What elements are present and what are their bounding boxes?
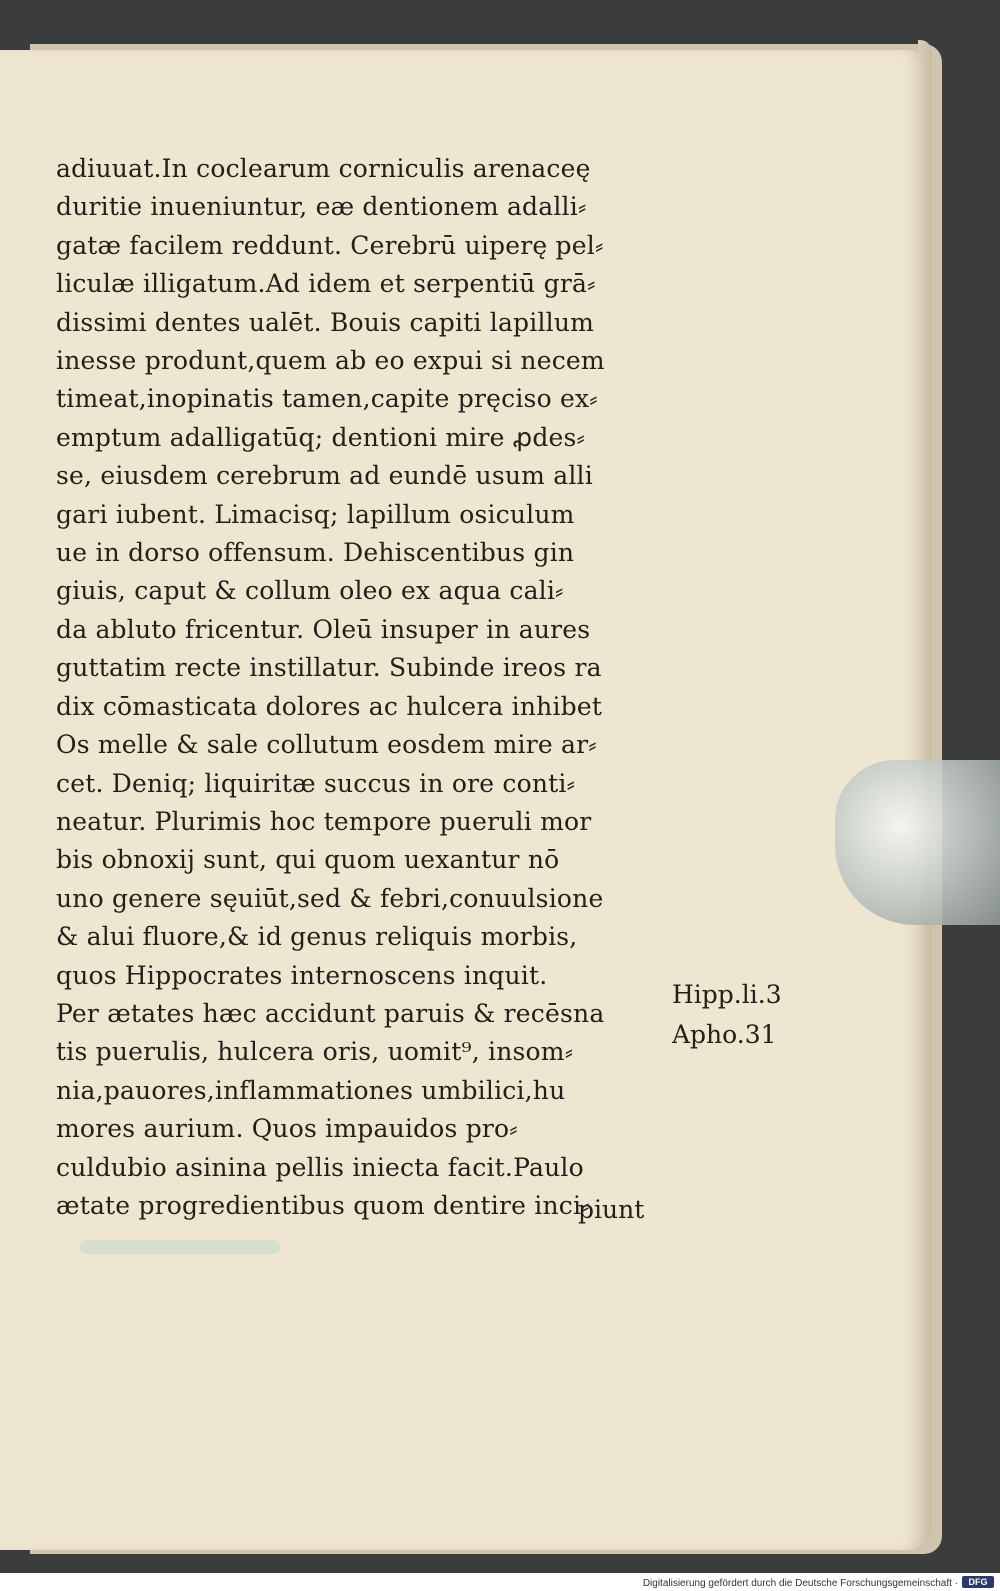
text-line: gatæ facilem reddunt. Cerebrū uiperę pel⸗ bbox=[56, 230, 604, 260]
footer-credit: Digitalisierung gefördert durch die Deutsche Forschungsgemeinschaft · bbox=[642, 1578, 958, 1589]
text-line: ue in dorso offensum. Dehiscentibus gin bbox=[56, 538, 575, 568]
text-line: & alui fluore,& id genus reliquis morbis, bbox=[56, 922, 578, 952]
text-line: gari iubent. Limacisq; lapillum osiculum bbox=[56, 499, 575, 529]
text-line: adiuuat.In coclearum corniculis arenaceę bbox=[56, 154, 591, 183]
text-line: da abluto fricentur. Oleū insuper in aures bbox=[56, 614, 591, 644]
footer-bar bbox=[0, 1573, 1000, 1591]
page-stain bbox=[80, 1240, 280, 1254]
text-line: se, eiusdem cerebrum ad eundē usum alli bbox=[56, 461, 593, 491]
text-line: timeat,inopinatis tamen,capite pręciso ex⸗ bbox=[56, 384, 598, 414]
text-line: nia,pauores,inflammationes umbilici,hu bbox=[56, 1075, 566, 1105]
text-line: tis puerulis, hulcera oris, uomit⁹, insom⸗ bbox=[56, 1037, 574, 1067]
body-text bbox=[56, 150, 656, 1225]
margin-note-line: Hipp.li.3 bbox=[672, 980, 782, 1009]
text-line: uno genere sęuiūt,sed & febri,conuulsione bbox=[56, 883, 604, 913]
text-line: cet. Deniq; liquiritæ succus in ore conti⸗ bbox=[56, 768, 576, 798]
text-line: culdubio asinina pellis iniecta facit.Paulo bbox=[56, 1152, 584, 1182]
text-line: neatur. Plurimis hoc tempore pueruli mor bbox=[56, 806, 592, 836]
text-line: dissimi dentes ualēt. Bouis capiti lapillum bbox=[56, 307, 595, 337]
glass-page-weight bbox=[835, 760, 1000, 925]
margin-note-line: Apho.31 bbox=[672, 1020, 777, 1049]
text-line: ætate progredientibus quom dentire inci⸗ bbox=[56, 1190, 590, 1220]
text-line: emptum adalligatūq; dentioni mire ꝓdes⸗ bbox=[56, 422, 586, 452]
text-line: giuis, caput & collum oleo ex aqua cali⸗ bbox=[56, 576, 564, 606]
text-line: Per ætates hæc accidunt paruis & recēsna bbox=[56, 998, 605, 1028]
text-line: quos Hippocrates internoscens inquit. bbox=[56, 960, 548, 990]
text-line: inesse produnt,quem ab eo expui si necem bbox=[56, 346, 605, 376]
text-line: guttatim recte instillatur. Subinde ireos ra bbox=[56, 653, 602, 683]
text-line: liculæ illigatum.Ad idem et serpentiū grā⸗ bbox=[56, 269, 596, 299]
text-line: bis obnoxij sunt, qui quom uexantur nō bbox=[56, 845, 560, 875]
text-line: dix cōmasticata dolores ac hulcera inhibet bbox=[56, 691, 603, 721]
text-line: duritie inueniuntur, eæ dentionem adalli⸗ bbox=[56, 192, 587, 222]
dfg-logo-icon: DFG bbox=[962, 1576, 994, 1588]
margin-note bbox=[672, 975, 782, 1055]
text-line: Os melle & sale collutum eosdem mire ar⸗ bbox=[56, 730, 597, 760]
catchword: piunt bbox=[578, 1195, 645, 1224]
text-line: mores aurium. Quos impauidos pro⸗ bbox=[56, 1114, 518, 1144]
